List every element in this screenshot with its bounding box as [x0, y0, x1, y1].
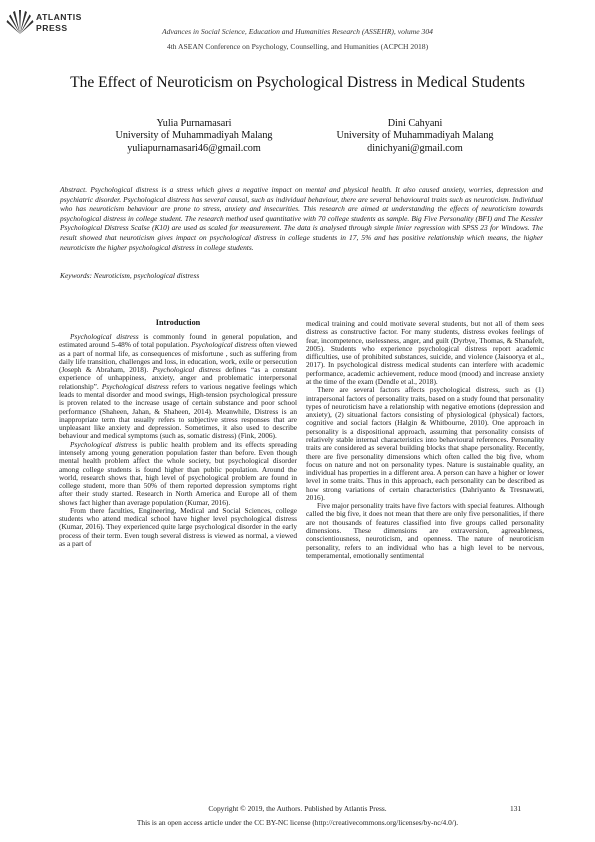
author-name: Dini Cahyani: [387, 118, 443, 129]
body-paragraph: [306, 502, 544, 560]
left-column: [59, 318, 297, 548]
keywords: Keywords: Neuroticism, psychological distress: [60, 271, 200, 280]
italic-term: Psychological distress: [70, 439, 138, 449]
right-column: [306, 320, 544, 560]
section-heading-introduction: Introduction: [155, 318, 201, 327]
logo-text-line1: ATLANTIS: [36, 12, 82, 22]
license-line: This is an open access article under the CC BY-NC license (http://creativecommons.org/licenses/by-nc/4.0/).: [136, 818, 459, 827]
text-run: There are several factors affects psychological distress, such as (1) intrapersonal factors of personality traits, based on a study found that personality types of neuroticism have a relationship with negative emotions (depression and anxiety), (2) situational factors consisting of physiological (physical) factors, cognitive and social factors (Halgin & Whitbourne, 2010). One approach in personality is a dispositional approach, assuming that personality consists of relatively stable internal characteristics into behavioural references. Personality traits are considered as several building blocks that shape personality. Recently, there are five personality dimensions which often called the big five, whom focus on nature and not on personality types. Nature is sustainable quality, an individual has properties in a different area. A person can have a higher or lower level in some traits. Thus in this approach, each personality can be described as how strong variations of certain characteristics (Dahriyanto & Tresnawati, 2016).: [306, 385, 544, 502]
body-paragraph: [306, 386, 544, 502]
italic-term: Psychological distress: [191, 340, 257, 350]
author-email: yuliapurnamasari46@gmail.com: [127, 142, 261, 154]
italic-term: Psychological distress: [101, 381, 169, 391]
copyright-line: Copyright © 2019, the Authors. Published by Atlantis Press.: [208, 804, 387, 813]
text-run: From there faculties, Engineering, Medical and Social Sciences, college students who attend medical school have higher level psychological distress (Kumar, 2016). They experienced quite large psychological disorder in the early process of their term. Even tough several distress is viewed as normal, a viewed as a part of: [59, 505, 297, 549]
author-affiliation: University of Muhammadiyah Malang: [336, 130, 494, 142]
logo-text-line2: PRESS: [36, 23, 68, 33]
body-paragraph: [59, 507, 297, 548]
body-paragraph: [59, 441, 297, 507]
right-column-body: [306, 320, 544, 560]
text-run: often viewed as a part of normal life, as consequences of misfortune , such as suffering from daily life transition, challenges and loss, in education, work, exile or persecution (Joseph & Abraham, 2018).: [59, 340, 298, 375]
author-email: dinichyani@gmail.com: [367, 142, 463, 154]
text-run: defines “as a constant experience of unhappiness, anxiety, anger and problematic interpersonal relationship”.: [59, 365, 297, 391]
italic-term: Psychological distress: [152, 365, 221, 375]
series-header: Advances in Social Science, Education and Humanities Research (ASSEHR), volume 304: [162, 27, 433, 36]
text-run: is public health problem and its effects spreading intensely among young generation population faster than before. Even though mental health problem affect the whole society, but psychological disorder among college students is found higher than public population. Around the world, research shows that, high level of psychological problem are found in college student, more than 50% of them reported depression symptoms right after their study started. Research in North America and Europe all of them shows fact higher than average population (Kumar, 2016).: [59, 439, 297, 507]
text-run: is commonly found in general population, and estimated around 5-48% of total population.: [59, 332, 297, 350]
body-paragraph: [306, 320, 544, 386]
author-block-1: [79, 118, 309, 155]
author-affiliation: University of Muhammadiyah Malang: [115, 130, 273, 142]
abstract: Abstract. Psychological distress is a stress which gives a negative impact on mental and physical health. It also caused anxiety, worries, depression and psychiatric disorder. Psychological distress has several causal, such as individual behaviour, there are several behavioural traits such as neuroticism. Individual who has neuroticism behaviour are prone to stress, anxiety and insecurities. This research are aimed at understanding the effects of neuroticism towards psychological distress in college student. The research method used quantitative with 70 college students as sample. Big Five Personality (BFI) and The Kessler Psychological Distress Scalse (K10) are used as scaled for measurement. The data is analysed through simple linier regression with SPSS 23 for Windows. The result showed that neuroticism gives impact on psychological distress in college students in 17, 5% and has positive relationship which means, the higher neuroticism the higher psychological distress in college students.: [60, 185, 543, 252]
text-run: refers to various negative feelings which leads to mental disorder and mood swings, High-tension psychological pressure is proven related to the increase usage of certain substance and poor school performance (Shaheen, Jahan, & Shaheen, 2014). Meanwhile, Distress is an inappropriate term that usually refers to subjective stress responses that are unpleasant like anxiety and depression. Sometimes, it also used to describe behaviour and medical symptoms (such as, somatic distress) (Fink, 2006).: [59, 381, 297, 441]
text-run: Five major personality traits have five factors with special features. Although called the big five, it does not mean that there are only five personalities, if there are not thousands of features classified into five groups called personality dimensions. These dimensions are extraversion, agreeableness, conscientiousness, neuroticism, and openness. The nature of neuroticism personality, refers to an individual who has a high level to be nervous, temperamental, emotionally sentimental: [306, 501, 544, 560]
author-name: Yulia Purnamasari: [156, 118, 232, 129]
author-block-2: [300, 118, 530, 155]
page-number: 131: [510, 804, 522, 813]
left-column-body: [59, 333, 297, 548]
conference-header: 4th ASEAN Conference on Psychology, Counselling, and Humanities (ACPCH 2018): [166, 42, 429, 51]
paper-title: The Effect of Neuroticism on Psychological Distress in Medical Students: [70, 74, 525, 91]
italic-term: Psychological distress: [70, 332, 139, 341]
body-paragraph: [59, 333, 297, 441]
text-run: medical training and could motivate several students, but not all of them sees distress as constructive factor. For many students, distress evokes feelings of fear, incompetence, uselessness, anger, and guilt (Dyrbye, Thomas, & Shanafelt, 2005). Students who experience psychological distress report academic difficulties, use of prohibited substances, suicide, and violence (Jaisoorya et al., 2017). In psychological distress medical students can interfere with academic performance, academic achievement, reduce mood (mood) and increase anxiety at the time of the exam (Dendle et al., 2018).: [306, 319, 544, 386]
